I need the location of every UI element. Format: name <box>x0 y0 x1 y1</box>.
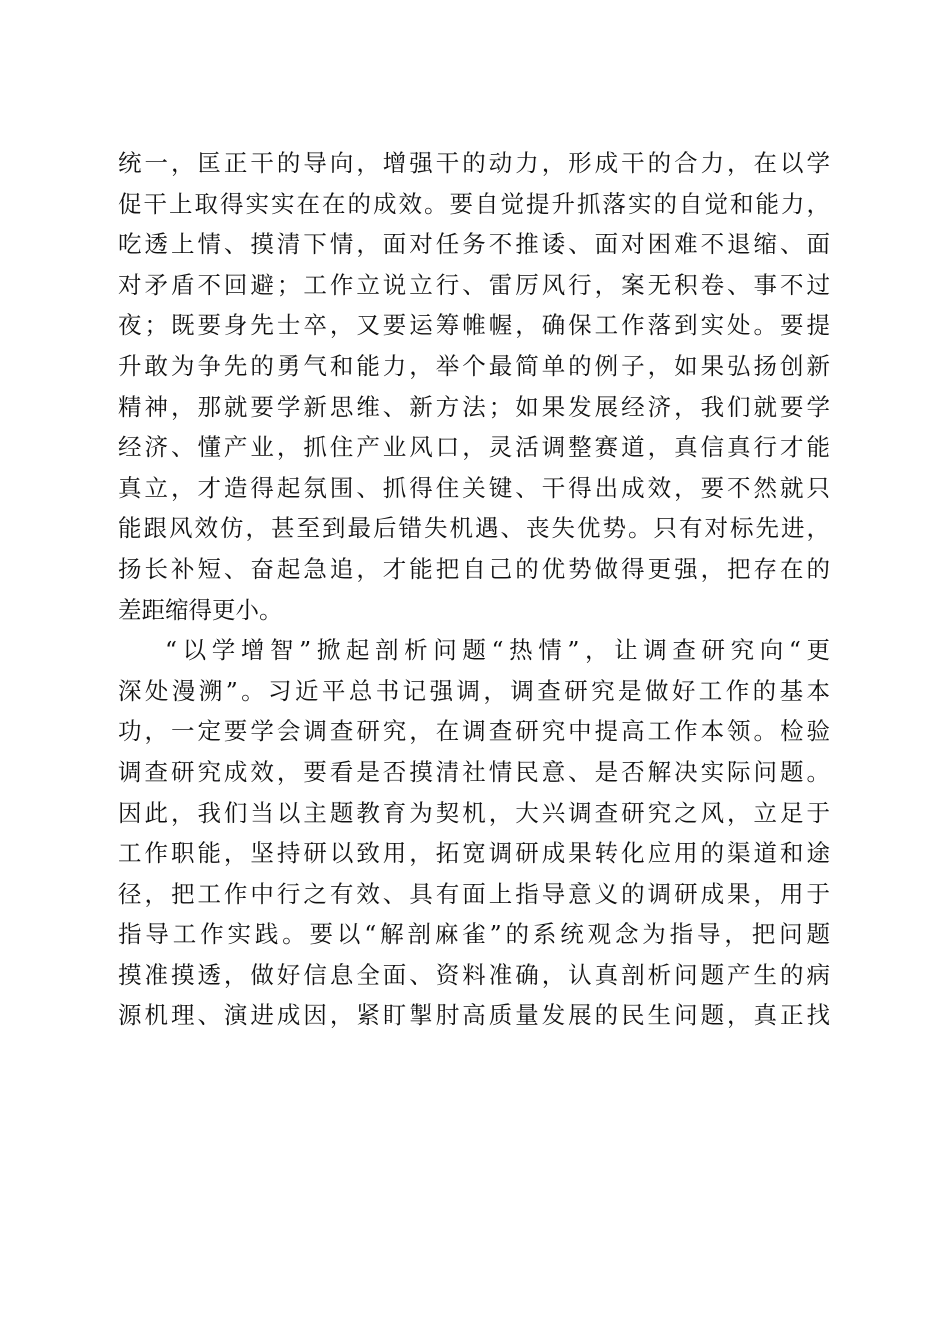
text-line: 调查研究成效，要看是否摸清社情民意、是否解决实际问题。 <box>118 757 830 786</box>
text-line: 促干上取得实实在在的成效。要自觉提升抓落实的自觉和能力， <box>118 189 830 218</box>
text-line: 差距缩得更小。 <box>118 595 283 624</box>
text-line: “以学增智”掀起剖析问题“热情”，让调查研究向“更 <box>165 636 830 665</box>
text-line: 径，把工作中行之有效、具有面上指导意义的调研成果，用于 <box>118 879 830 908</box>
text-line: 扬长补短、奋起急追，才能把自己的优势做得更强，把存在的 <box>118 554 830 583</box>
text-line: 升敢为争先的勇气和能力，举个最简单的例子，如果弘扬创新 <box>118 351 830 380</box>
text-line: 经济、懂产业，抓住产业风口，灵活调整赛道，真信真行才能 <box>118 433 830 462</box>
paragraph-1 <box>118 143 830 630</box>
text-line: 对矛盾不回避；工作立说立行、雷厉风行，案无积卷、事不过 <box>118 270 830 299</box>
text-line: 摸准摸透，做好信息全面、资料准确，认真剖析问题产生的病 <box>118 960 830 989</box>
text-line: 夜；既要身先士卒，又要运筹帷幄，确保工作落到实处。要提 <box>118 311 830 340</box>
body-text <box>118 143 830 1036</box>
text-line: 能跟风效仿，甚至到最后错失机遇、丧失优势。只有对标先进， <box>118 514 830 543</box>
text-line: 指导工作实践。要以“解剖麻雀”的系统观念为指导，把问题 <box>118 920 830 949</box>
text-line: 吃透上情、摸清下情，面对任务不推诿、面对困难不退缩、面 <box>118 230 830 259</box>
text-line: 真立，才造得起氛围、抓得住关键、干得出成效，要不然就只 <box>118 473 830 502</box>
text-line: 统一，匡正干的导向，增强干的动力，形成干的合力，在以学 <box>118 149 830 177</box>
text-line: 源机理、演进成因，紧盯掣肘高质量发展的民生问题，真正找 <box>118 1001 830 1030</box>
paragraph-2 <box>118 630 830 1036</box>
text-line: 因此，我们当以主题教育为契机，大兴调查研究之风，立足于 <box>118 798 830 827</box>
text-line: 工作职能，坚持研以致用，拓宽调研成果转化应用的渠道和途 <box>118 839 830 868</box>
text-line: 精神，那就要学新思维、新方法；如果发展经济，我们就要学 <box>118 392 830 421</box>
text-line: 功，一定要学会调查研究，在调查研究中提高工作本领。检验 <box>118 717 830 746</box>
text-line: 深处漫溯”。习近平总书记强调，调查研究是做好工作的基本 <box>118 676 830 705</box>
